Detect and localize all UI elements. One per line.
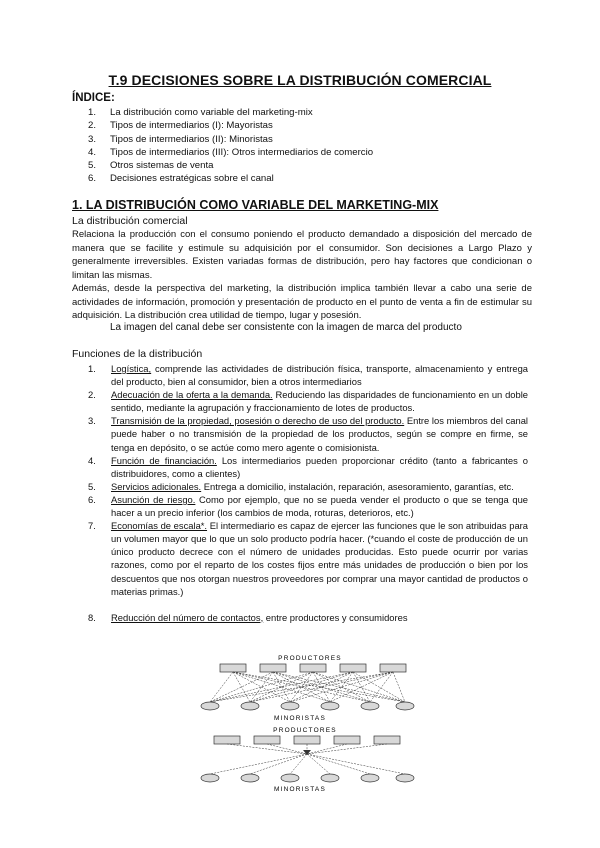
retailer-oval <box>281 774 299 782</box>
functions-list <box>88 362 528 624</box>
index-item: 2. Tipos de intermediarios (I): Mayoristas <box>88 120 273 132</box>
producer-box <box>220 664 246 672</box>
producer-box <box>254 736 280 744</box>
producer-box <box>294 736 320 744</box>
index-item: 5. Otros sistemas de venta <box>88 160 214 172</box>
producer-box <box>300 664 326 672</box>
index-item: 6. Decisiones estratégicas sobre el canal <box>88 173 274 185</box>
retailer-oval <box>241 774 259 782</box>
index-label: ÍNDICE: <box>72 92 115 104</box>
highlight-sentence: La imagen del canal debe ser consistente con la imagen de marca del producto <box>110 322 462 333</box>
diagram-2-top-label: PRODUCTORES <box>273 727 337 734</box>
paragraph-2: Además, desde la perspectiva del marketing, la distribución implica también llevar a cabo una serie de actividades de información, promoción y presentación de producto en el punto de venta a fin de estimular su adquisición. La distribución crea utilidad de tiempo, lugar y posesión. <box>72 283 532 322</box>
function-item: 4. Función de financiación. Los intermediarios pueden proporcionar crédito (tanto a fabricantes o distribuidores, como a clientes) <box>88 454 528 479</box>
retailer-oval <box>361 702 379 710</box>
retailer-ovals <box>201 774 414 782</box>
function-item: 2. Adecuación de la oferta a la demanda. Reduciendo las disparidades de funcionamiento en un doble sentido, mediante la agrupación y fraccionamiento de lotes de productos. <box>88 389 529 414</box>
index-item: 3. Tipos de intermediarios (II): Minoristas <box>88 133 273 145</box>
diagram-direct-contacts <box>200 652 420 724</box>
section-1-heading: 1. LA DISTRIBUCIÓN COMO VARIABLE DEL MARKETING-MIX <box>72 198 439 212</box>
retailer-ovals <box>201 702 414 710</box>
subtitle-funciones: Funciones de la distribución <box>72 348 203 360</box>
retailer-oval <box>201 774 219 782</box>
diagram-2-bottom-label: MINORISTAS <box>274 786 326 793</box>
retailer-oval <box>396 702 414 710</box>
diagram-intermediary-contacts <box>200 724 420 794</box>
intermediary-lines <box>210 744 405 774</box>
document-title: T.9 DECISIONES SOBRE LA DISTRIBUCIÓN COMERCIAL <box>108 72 492 88</box>
producer-box <box>374 736 400 744</box>
index-item: 4. Tipos de intermediarios (III): Otros intermediarios de comercio <box>88 146 374 158</box>
function-item: 6. Asunción de riesgo. Como por ejemplo, que no se pueda vender el producto o que se tenga que hacer a un precio inferior (los cambios de moda, roturas, deterioros, etc.) <box>88 493 528 519</box>
paragraph-1: Relaciona la producción con el consumo poniendo el producto demandado a disposición del mercado de manera que se facilite y estimule su adquisición por el consumidor. Son decisiones a Largo Plazo y generalmente irreversibles. Existen variadas formas de distribución, pero hay factores que condicionan o limitan las mismas. <box>72 229 532 281</box>
retailer-oval <box>281 702 299 710</box>
producer-box <box>334 736 360 744</box>
function-item: 3. Transmisión de la propiedad, posesión o derecho de uso del producto. Entre los miembros del canal puede haber o no transmisión de la propiedad de los productos, según se compre en firme, se tenga en depósito, o se actúe como mero agente o comisionista. <box>88 415 528 453</box>
index-list <box>88 106 373 186</box>
index-item: 1. La distribución como variable del marketing-mix <box>88 107 313 118</box>
function-item: 8. Reducción del número de contactos, entre productores y consumidores <box>88 611 408 623</box>
retailer-oval <box>321 774 339 782</box>
producer-boxes <box>220 664 406 672</box>
subtitle-distribucion: La distribución comercial <box>72 215 188 227</box>
retailer-oval <box>361 774 379 782</box>
function-item: 1. Logística, comprende las actividades de distribución física, transporte, almacenamiento y entrega del producto, bien al consumidor, bien a otros intermediarios <box>88 363 528 388</box>
intermediary-node <box>303 750 311 755</box>
retailer-oval <box>241 702 259 710</box>
diagram-1-bottom-label: MINORISTAS <box>274 715 326 722</box>
function-item: 5. Servicios adicionales. Entrega a domicilio, instalación, reparación, asesoramiento, garantías, etc. <box>88 480 514 492</box>
retailer-oval <box>321 702 339 710</box>
producer-box <box>214 736 240 744</box>
contact-lines <box>210 672 405 702</box>
retailer-oval <box>201 702 219 710</box>
retailer-oval <box>396 774 414 782</box>
producer-box <box>380 664 406 672</box>
producer-box <box>260 664 286 672</box>
function-item: 7. Economías de escala*. El intermediario es capaz de ejercer las funciones que le son atribuidas para un volumen mayor que lo que un solo producto podría hacer. (*cuando el coste de producción de un único producto decrece con el número de unidades producidas. Esto puede ocurrir por varias razones, como por el reparto de los costes fijos entre más unidades de producción o bien por los descuentos que nos otorgan nuestros proveedores por comprar una mayor cantidad de productos o materias primas.) <box>88 520 528 597</box>
diagram-1-top-label: PRODUCTORES <box>278 655 342 662</box>
producer-box <box>340 664 366 672</box>
producer-boxes <box>214 736 400 744</box>
